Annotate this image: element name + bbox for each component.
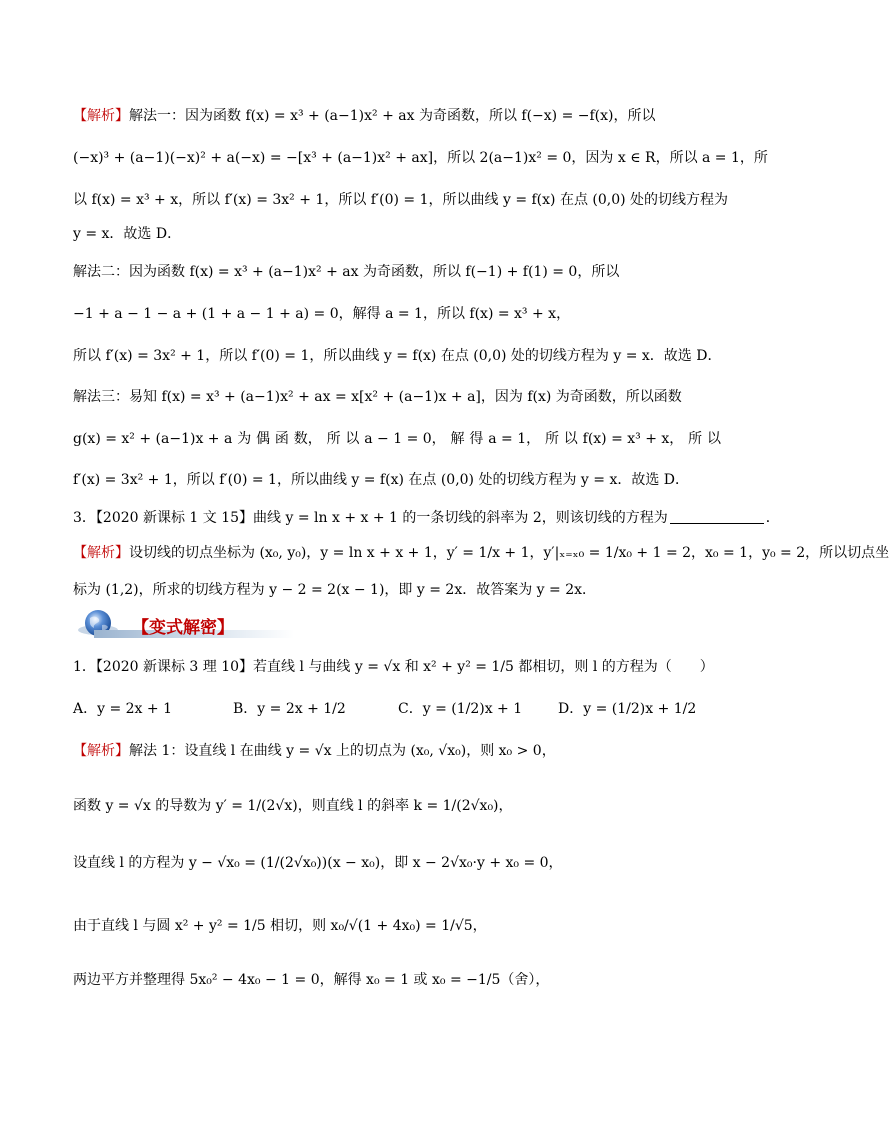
- option-a: A．y = 2x + 1: [73, 701, 172, 717]
- solution-2-line-2: −1 + a − 1 − a + (1 + a − 1 + a) = 0，解得 a = 1，所以 f(x) = x³ + x，: [73, 306, 571, 322]
- justified-word: 所: [688, 431, 703, 447]
- solution-text: 设切线的切点坐标为 (x₀, y₀)，y = ln x + x + 1，y′ = 1/x + 1，y′|ₓ₌ₓ₀ = 1/x₀ + 1 = 2，x₀ = 1，y₀ = 2，所以切点坐: [129, 545, 889, 561]
- solution-1-line-2: (−x)³ + (a−1)(−x)² + a(−x) = −[x³ + (a−1)x² + ax]，所以 2(a−1)x² = 0，因为 x ∈ R，所以 a = 1，所: [73, 150, 768, 166]
- section-banner: [76, 608, 376, 642]
- justified-word: 为: [237, 431, 252, 447]
- justified-word: 所: [544, 431, 559, 447]
- question-end: ．: [765, 510, 780, 526]
- solution-text: 解法一：因为函数 f(x) = x³ + (a−1)x² + ax 为奇函数，所以 f(−x) = −f(x)，所以: [129, 108, 656, 124]
- question-3-stem: [73, 508, 780, 528]
- answer-blank: [670, 509, 764, 524]
- justified-word: 偶: [256, 431, 271, 447]
- solution-text: 解法 1：设直线 l 在曲线 y = √x 上的切点为 (x₀, √x₀)，则 x₀ > 0，: [129, 743, 556, 759]
- analysis-tag: 【解析】: [73, 545, 129, 561]
- question-text: 3．【2020 新课标 1 文 15】曲线 y = ln x + x + 1 的一条切线的斜率为 2，则该切线的方程为: [73, 510, 668, 526]
- solution-1-line-1: [73, 106, 656, 126]
- solution-3-line-2: [73, 429, 721, 449]
- question-3-solution-line-1: [73, 543, 889, 563]
- justified-word: 所: [326, 431, 341, 447]
- analysis-tag: 【解析】: [73, 743, 129, 759]
- option-b: B．y = 2x + 1/2: [233, 701, 346, 717]
- justified-word: 以: [707, 431, 721, 447]
- question-1-options: [73, 699, 697, 719]
- question-1-solution-line-3: 设直线 l 的方程为 y − √x₀ = (1/(2√x₀))(x − x₀)，即 x − 2√x₀·y + x₀ = 0，: [73, 855, 563, 871]
- justified-word: 解: [450, 431, 465, 447]
- justified-word: f(x) = x³ + x，: [582, 431, 684, 447]
- justified-word: 数，: [293, 431, 322, 447]
- justified-word: 以: [345, 431, 360, 447]
- option-c: C．y = (1/2)x + 1: [398, 701, 523, 717]
- question-1-solution-line-2: 函数 y = √x 的导数为 y′ = 1/(2√x)，则直线 l 的斜率 k = 1/(2√x₀)，: [73, 798, 513, 814]
- option-d: D．y = (1/2)x + 1/2: [558, 701, 697, 717]
- question-1-stem: 1．【2020 新课标 3 理 10】若直线 l 与曲线 y = √x 和 x² + y² = 1/5 都相切，则 l 的方程为（ ）: [73, 659, 714, 675]
- solution-1-line-4: y = x．故选 D．: [73, 226, 182, 242]
- justified-word: 以: [563, 431, 578, 447]
- analysis-tag: 【解析】: [73, 108, 129, 124]
- solution-3-line-3: f′(x) = 3x² + 1，所以 f′(0) = 1，所以曲线 y = f(x) 在点 (0,0) 处的切线方程为 y = x．故选 D．: [73, 472, 690, 488]
- justified-word: a = 1，: [488, 431, 541, 447]
- solution-1-line-3: 以 f(x) = x³ + x，所以 f′(x) = 3x² + 1，所以 f′(0) = 1，所以曲线 y = f(x) 在点 (0,0) 处的切线方程为: [73, 192, 729, 208]
- question-1-solution-line-4: 由于直线 l 与圆 x² + y² = 1/5 相切，则 x₀/√(1 + 4x₀) = 1/√5，: [73, 918, 487, 934]
- justified-word: 函: [274, 431, 289, 447]
- question-1-solution-line-1: [73, 741, 556, 761]
- justified-word: g(x) = x² + (a−1)x + a: [73, 431, 233, 447]
- section-title: 【变式解密】: [132, 618, 234, 638]
- solution-2-line-1: 解法二：因为函数 f(x) = x³ + (a−1)x² + ax 为奇函数，所以 f(−1) + f(1) = 0，所以: [73, 264, 620, 280]
- question-1-solution-line-5: 两边平方并整理得 5x₀² − 4x₀ − 1 = 0，解得 x₀ = 1 或 x₀ = −1/5（舍），: [73, 972, 550, 988]
- question-3-solution-line-2: 标为 (1,2)，所求的切线方程为 y − 2 = 2(x − 1)，即 y = 2x．故答案为 y = 2x．: [73, 582, 597, 598]
- solution-2-line-3: 所以 f′(x) = 3x² + 1，所以 f′(0) = 1，所以曲线 y = f(x) 在点 (0,0) 处的切线方程为 y = x．故选 D．: [73, 348, 722, 364]
- justified-word: 得: [469, 431, 484, 447]
- solution-3-line-1: 解法三：易知 f(x) = x³ + (a−1)x² + ax = x[x² + (a−1)x + a]，因为 f(x) 为奇函数，所以函数: [73, 389, 682, 405]
- justified-word: a − 1 = 0，: [364, 431, 446, 447]
